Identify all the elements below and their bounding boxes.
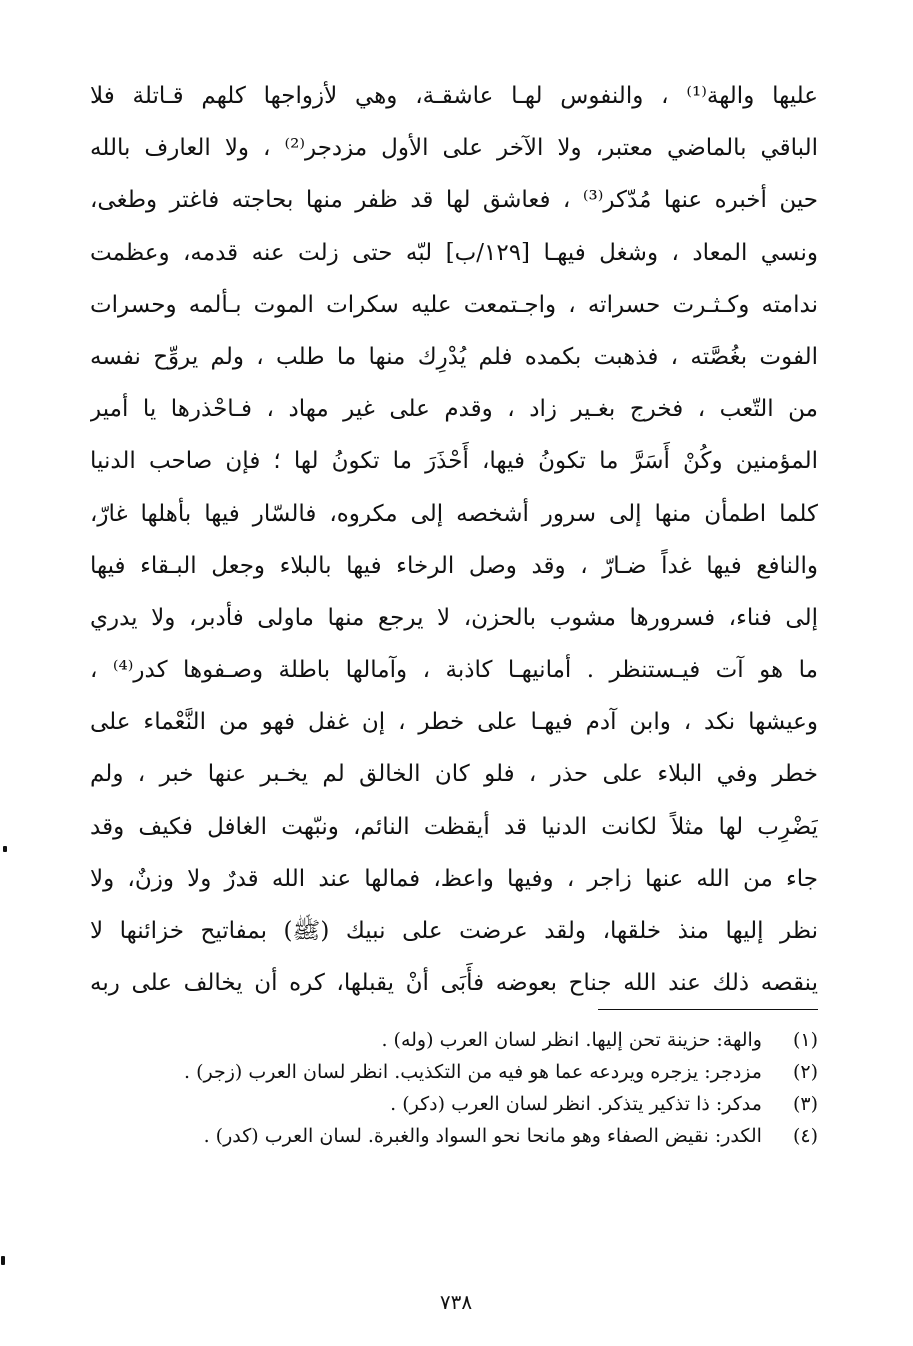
footnotes — [90, 1024, 818, 1152]
text-line: يَضْرِب لها مثلاً لكانت الدنيا قد أيقظت النائم، ونبّهت الغافل فكيف وقد — [90, 813, 818, 840]
footnote-item — [90, 1056, 818, 1088]
footnote-separator — [598, 1009, 818, 1010]
text-line: من التّعب ، فخرج بغـير زاد ، وقدم على غير مهاد ، فـاحْذرها يا أمير — [90, 396, 818, 423]
page-number: ٧٣٨ — [439, 1290, 473, 1314]
footnote-number: (٤) — [792, 1125, 818, 1147]
footnote-text: مزدجر: يزجره ويردعه عما هو فيه من التكذيب. انظر لسان العرب (زجر) . — [184, 1061, 762, 1083]
footnote-item — [90, 1088, 818, 1120]
footnote-number: (٢) — [792, 1061, 818, 1083]
text-line: عليها والهة⁽¹⁾ ، والنفوس لهـا عاشقـة، وهي لأزواجها كلهم قـاتلة فلا — [90, 83, 818, 109]
footnote-item — [90, 1120, 818, 1152]
footnote-item — [90, 1024, 818, 1056]
footnote-number: (١) — [792, 1029, 818, 1051]
text-line: الفوت بغُصَّته ، فذهبت بكمده فلم يُدْرِك منها ما طلب ، ولم يروِّح نفسه — [90, 343, 818, 370]
text-line: الباقي بالماضي معتبر، ولا الآخر على الأول مزدجر⁽²⁾ ، ولا العارف بالله — [90, 135, 818, 162]
text-line: جاء من الله عنها زاجر ، وفيها واعظ، فمالها عند الله قدرٌ ولا وزنٌ، ولا — [90, 865, 818, 892]
text-line: خطر وفي البلاء على حذر ، فلو كان الخالق لم يخـبر عنها خبر ، ولم — [90, 761, 818, 788]
footnote-number: (٣) — [792, 1093, 818, 1115]
main-text — [90, 70, 818, 1009]
text-line: ونسي المعاد ، وشغل فيهـا [١٢٩/ب] لبّه حتى زلت عنه قدمه، وعظمت — [90, 239, 818, 266]
text-line: ما هو آت فيـستنظر . أمانيهـا كاذبة ، وآمالها باطلة وصـفوها كدر⁽⁴⁾ ، — [90, 657, 818, 684]
scan-mark — [1, 1256, 5, 1265]
text-line: كلما اطمأن منها إلى سرور أشخصه إلى مكروه، فالسّار فيها بأهلها غارّ، — [90, 500, 818, 527]
footnote-text: مدكر: ذا تذكير يتذكر. انظر لسان العرب (دكر) . — [390, 1093, 762, 1115]
text-line: إلى فناء، فسرورها مشوب بالحزن، لا يرجع منها ماولى فأدبر، ولا يدري — [90, 604, 818, 631]
text-line: ندامته وكـثـرت حسراته ، واجـتمعت عليه سكرات الموت بـألمه وحسرات — [90, 291, 818, 318]
text-line: وعيشها نكد ، وابن آدم فيهـا على خطر ، إن غفل فهو من النَّعْماء على — [90, 709, 818, 736]
text-line: حين أخبره عنها مُدّكر⁽³⁾ ، فعاشق لها قد ظفر منها بحاجته فاغتر وطغى، — [90, 187, 818, 214]
text-line: المؤمنين وكُنْ أَسَرَّ ما تكونُ فيها، أَحْذَرَ ما تكونُ لها ؛ فإن صاحب الدنيا — [90, 448, 818, 475]
text-line: والنافع فيها غداً ضـارّ ، وقد وصل الرخاء فيها بالبلاء وجعل البـقاء فيها — [90, 552, 818, 579]
footnote-text: الكدر: نقيض الصفاء وهو مانحا نحو السواد والغبرة. لسان العرب (كدر) . — [203, 1125, 762, 1147]
scan-mark — [3, 846, 7, 852]
text-line: ينقصه ذلك عند الله جناح بعوضه فأَبَى أنْ يقبلها، كره أن يخالف على ربه — [90, 970, 818, 997]
text-line: نظر إليها منذ خلقها، ولقد عرضت على نبيك (ﷺ) بمفاتيح خزائنها لا — [90, 918, 818, 944]
footnote-text: والهة: حزينة تحن إليها. انظر لسان العرب (وله) . — [381, 1029, 762, 1051]
